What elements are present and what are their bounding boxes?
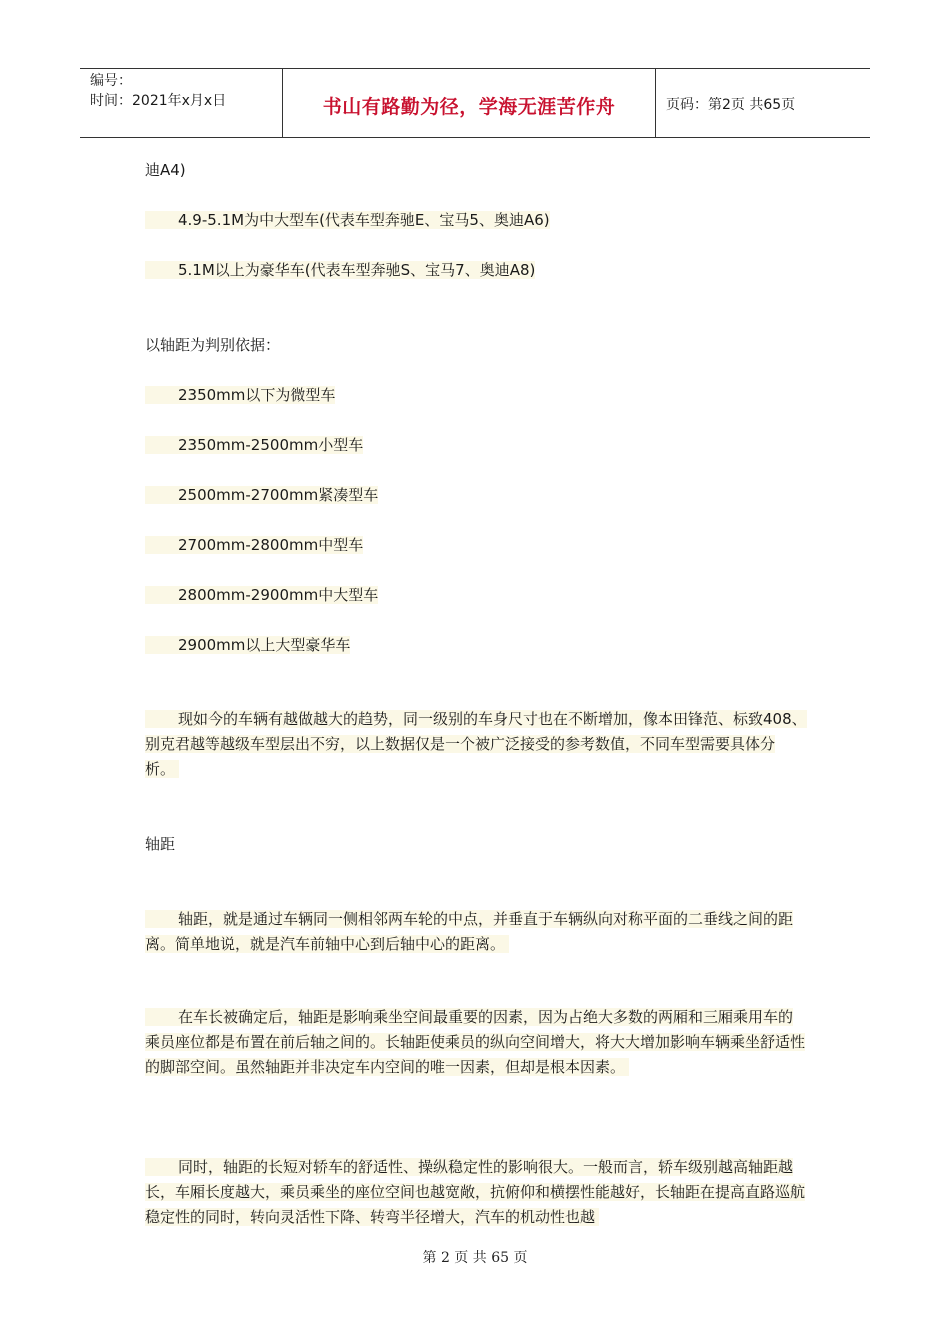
list-item: 2700mm-2800mm中型车 bbox=[145, 535, 363, 555]
definition-paragraph: 轴距，就是通过车辆同一侧相邻两车轮的中点，并垂直于车辆纵向对称平面的二垂线之间的距离。简单地说，就是汽车前轴中心到后轴中心的距离。 bbox=[145, 910, 794, 953]
wheelbase-heading: 以轴距为判别依据： bbox=[145, 336, 281, 354]
list-item: 2900mm以上大型豪华车 bbox=[145, 635, 350, 655]
size-class-line bbox=[145, 260, 535, 280]
document-date: 时间：2021年x月x日 bbox=[90, 93, 227, 109]
header-page-cell bbox=[656, 69, 870, 137]
handling-paragraph: 同时，轴距的长短对轿车的舒适性、操纵稳定性的影响很大。一般而言，轿车级别越高轴距越长，车厢长度越大，乘员乘坐的座位空间也越宽敞，抗俯仰和横摆性能越好，长轴距在提高直路巡航稳定性的同时，转向灵活性下降、转弯半径增大，汽车的机动性也越 bbox=[145, 1158, 806, 1226]
header-motto-cell bbox=[283, 69, 656, 137]
list-item: 2350mm以下为微型车 bbox=[145, 385, 335, 405]
header-meta-cell bbox=[80, 69, 283, 137]
section-title: 轴距 bbox=[145, 835, 176, 853]
list-item: 2350mm-2500mm小型车 bbox=[145, 435, 363, 455]
trend-paragraph: 现如今的车辆有越做越大的趋势，同一级别的车身尺寸也在不断增加，像本田锋范、标致408、别克君越等越级车型层出不穷，以上数据仅是一个被广泛接受的参考数值，不同车型需要具体分析。 bbox=[145, 710, 807, 778]
size-class-line bbox=[145, 210, 550, 230]
list-item: 2500mm-2700mm紧凑型车 bbox=[145, 485, 378, 505]
size-class-luxury: 5.1M以上为豪华车(代表车型奔驰S、宝马7、奥迪A8) bbox=[178, 261, 536, 279]
continued-line bbox=[145, 160, 186, 180]
document-number: 编号： bbox=[90, 73, 132, 89]
size-class-large: 4.9-5.1M为中大型车(代表车型奔驰E、宝马5、奥迪A6) bbox=[178, 211, 550, 229]
space-paragraph: 在车长被确定后，轴距是影响乘坐空间最重要的因素，因为占绝大多数的两厢和三厢乘用车的乘员座位都是布置在前后轴之间的。长轴距使乘员的纵向空间增大，将大大增加影响车辆乘坐舒适性的脚部空间。虽然轴距并非决定车内空间的唯一因素，但却是根本因素。 bbox=[145, 1008, 806, 1076]
continued-text: 迪A4) bbox=[145, 161, 186, 179]
page-footer: 第 2 页 共 65 页 bbox=[422, 1250, 528, 1266]
header-page-number: 页码：第2页 共65页 bbox=[666, 97, 796, 113]
page-header bbox=[80, 68, 870, 138]
list-item: 2800mm-2900mm中大型车 bbox=[145, 585, 378, 605]
header-motto: 书山有路勤为径，学海无涯苦作舟 bbox=[322, 96, 616, 118]
